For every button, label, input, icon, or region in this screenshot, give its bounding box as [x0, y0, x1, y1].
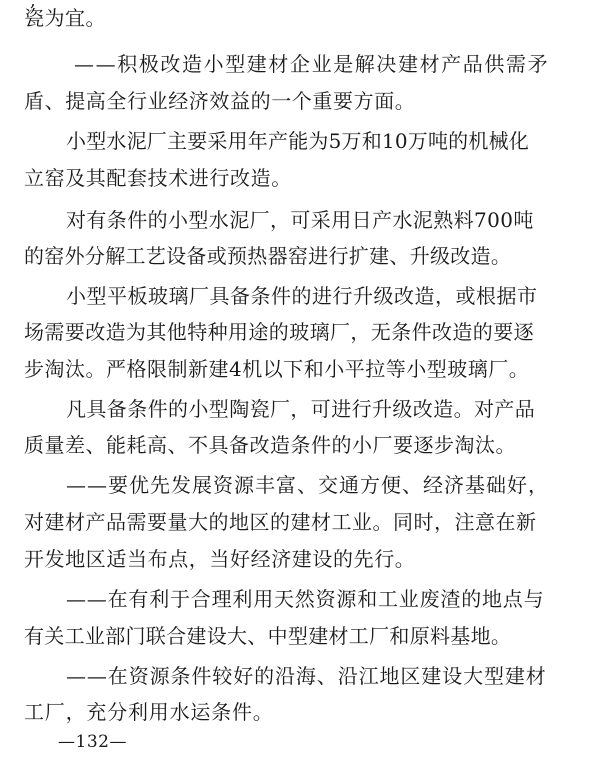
text-line-10: 步淘汰。严格限制新建4机以下和小平拉等小型玻璃厂。: [24, 357, 530, 381]
text-line-17: 有关工业部门联合建设大、中型建材工厂和原料基地。: [24, 624, 512, 648]
text-line-7: 的窑外分解工艺设备或预热器窑进行扩建、升级改造。: [24, 244, 512, 268]
text-line-2: ——积极改造小型建材企业是解决建材产品供需矛: [74, 52, 550, 76]
scan-speck: ,: [30, 0, 36, 11]
text-line-15: 开发地区适当布点，当好经济建设的先行。: [24, 547, 416, 571]
text-line-5: 立窑及其配套技术进行改造。: [24, 166, 292, 190]
text-line-18: ——在资源条件较好的沿海、沿江地区建设大型建材: [66, 664, 547, 688]
text-line-11: 凡具备条件的小型陶瓷厂，可进行升级改造。对产品: [66, 397, 536, 421]
text-line-8: 小型平板玻璃厂具备条件的进行升级改造，或根据市: [66, 284, 538, 308]
text-line-13: ——要优先发展资源丰富、交通方便、经济基础好，: [66, 473, 549, 497]
text-line-3: 盾、提高全行业经济效益的一个重要方面。: [24, 89, 416, 113]
text-line-14: 对建材产品需要量大的地区的建材工业。同时，注意在新: [24, 510, 537, 534]
text-line-6: 对有条件的小型水泥厂，可采用日产水泥熟料700吨: [66, 208, 534, 232]
text-line-9: 场需要改造为其他特种用途的玻璃厂，无条件改造的要逐: [24, 320, 534, 344]
text-line-12: 质量差、能耗高、不具备改造条件的小厂要逐步淘汰。: [24, 433, 516, 457]
page-number: —132—: [58, 732, 127, 752]
text-line-19: 工厂，充分利用水运条件。: [24, 700, 274, 724]
text-line-16: ——在有利于合理利用天然资源和工业废渣的地点与: [66, 587, 545, 611]
text-line-4: 小型水泥厂主要采用年产能为5万和10万吨的机械化: [66, 129, 529, 153]
text-line-1: 瓷为宜。: [24, 6, 106, 30]
